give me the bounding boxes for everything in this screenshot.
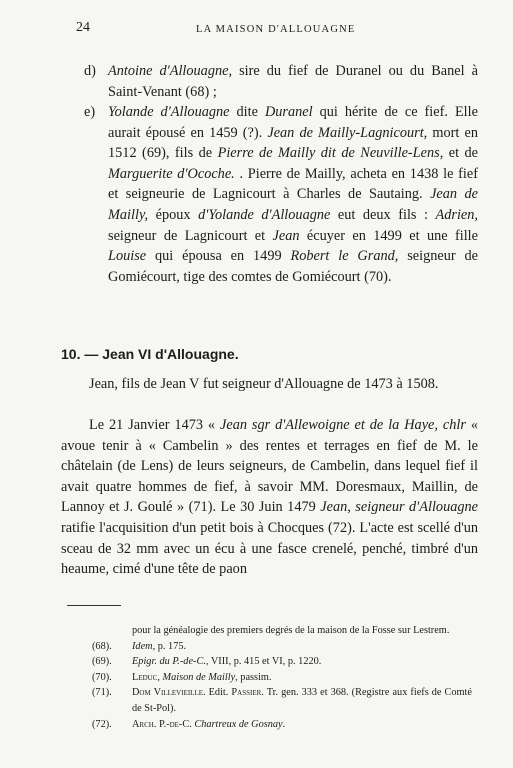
text-run: , (157, 671, 163, 683)
text-run: et de (443, 145, 479, 162)
footnote-number: (72). (92, 718, 112, 730)
source-title: Maison de Mailly (162, 671, 236, 683)
list-marker-d: d) (84, 63, 96, 79)
text-run: eut deux fils : (330, 206, 436, 223)
person-name: Louise (108, 248, 147, 265)
text-run: seigneur de Gomiécourt, tige des comtes de Gomiécourt (70). (108, 248, 478, 285)
text-run: , p. 175. (152, 640, 187, 652)
person-name: Yolande d'Allouagne (108, 104, 230, 120)
text-run: époux (148, 206, 199, 223)
author-name: Leduc (132, 671, 158, 683)
text-run: seigneur de Lagnicourt et (108, 227, 273, 244)
person-name: d'Yolande d'Allouagne (198, 206, 331, 223)
text-run: . Pierre de Mailly, acheta en 1438 le fief et seigneurie de Lagnicourt à Charles de Sautaing. (108, 165, 479, 203)
text-run: écuyer en 1499 et une fille (299, 227, 478, 244)
text-run: qui épousa en 1499 (146, 248, 291, 265)
footnote-72 (92, 717, 472, 733)
section-heading: 10. — Jean VI d'Allouagne. (61, 346, 239, 362)
person-name: Duranel (264, 104, 313, 120)
text-run: , passim. (235, 671, 272, 683)
person-name: Robert le Grand, (290, 248, 399, 265)
person-name: Jean de Mailly-Lagnicourt, (267, 124, 428, 141)
person-name: Jean (272, 227, 300, 244)
text-run: « avoue tenir à « Cambelin » des rentes et terrages en fief de M. le châtelain (de Lens) de leurs seigneurs, de Cambelin, dans lequel fief il avait quatre hommes de fief, à savoir MM. Doresmaux, Maillin, de Lannoy et J. Goulé » (71). Le 30 Juin 1479 (61, 417, 478, 516)
text-run: mort en 1512 (69), fils de (108, 124, 478, 162)
source-title: Epigr. du P.-de-C., (132, 656, 209, 668)
source-title: Idem (132, 640, 153, 652)
person-name: Pierre de Mailly dit de Neuville-Lens, (217, 145, 444, 162)
text-run: qui hérite de ce fief. Elle aurait épousé en 1459 (?). (108, 104, 478, 141)
footnote-69 (92, 654, 472, 670)
person-name: Antoine d'Allouagne (108, 63, 229, 79)
text-run: . Edit. (203, 687, 232, 699)
person-name: Jean, seigneur d'Allouagne (320, 499, 479, 516)
footnote-continuation: pour la généalogie des premiers degrés de la maison de la Fosse sur Lestrem. (132, 625, 450, 636)
list-marker-e: e) (84, 104, 96, 120)
footnote-number: (69). (92, 656, 112, 668)
running-head: LA MAISON D'ALLOUAGNE (196, 24, 356, 35)
text-run: , sire du fief de Duranel ou du Banel à Saint-Venant (68) ; (108, 63, 478, 100)
footnote-68 (92, 639, 472, 655)
text-run: VIII, p. 415 et VI, p. 1220. (208, 656, 322, 668)
text-run: dite (229, 104, 265, 120)
list-item-d (84, 61, 478, 102)
archive-name: Arch. P.-de-C. (132, 718, 192, 730)
footnote-71 (92, 685, 472, 716)
footnote-number: (70). (92, 671, 112, 683)
author-name: Passier (231, 687, 262, 699)
footnote-number: (68). (92, 640, 112, 652)
text-run: . Tr. gen. 333 et 368. (Registre aux fiefs de Comté de St-Pol). (132, 687, 472, 714)
person-name: Adrien, (435, 206, 479, 223)
list-item-e (84, 102, 479, 287)
source-title: Chartreux de Gosnay (194, 718, 283, 730)
person-name: Jean de Mailly, (108, 186, 479, 223)
quoted-title: Jean sgr d'Allewoigne et de la Haye, chlr (220, 417, 466, 433)
author-name: Dom Villevieille (132, 687, 203, 699)
footnote-70 (92, 670, 472, 686)
page-number: 24 (76, 20, 90, 35)
text-run: ratifie l'acquisition d'un petit bois à Chocques (72). L'acte est scellé d'un sceau de 32 mm avec un écu à une fasce crenelé, penché, timbré d'un heaume, cimé d'une tête de paon (61, 519, 478, 578)
footnote-divider (67, 605, 121, 606)
body-paragraph-1: Jean, fils de Jean V fut seigneur d'Allouagne de 1473 à 1508. (89, 376, 439, 392)
text-run: . (282, 718, 286, 730)
person-name: Marguerite d'Ocoche. (108, 165, 235, 182)
text-run: Le 21 Janvier 1473 « (89, 417, 220, 433)
body-paragraph-2 (61, 415, 478, 580)
footnote-number: (71). (92, 687, 112, 699)
footnotes (92, 623, 472, 732)
